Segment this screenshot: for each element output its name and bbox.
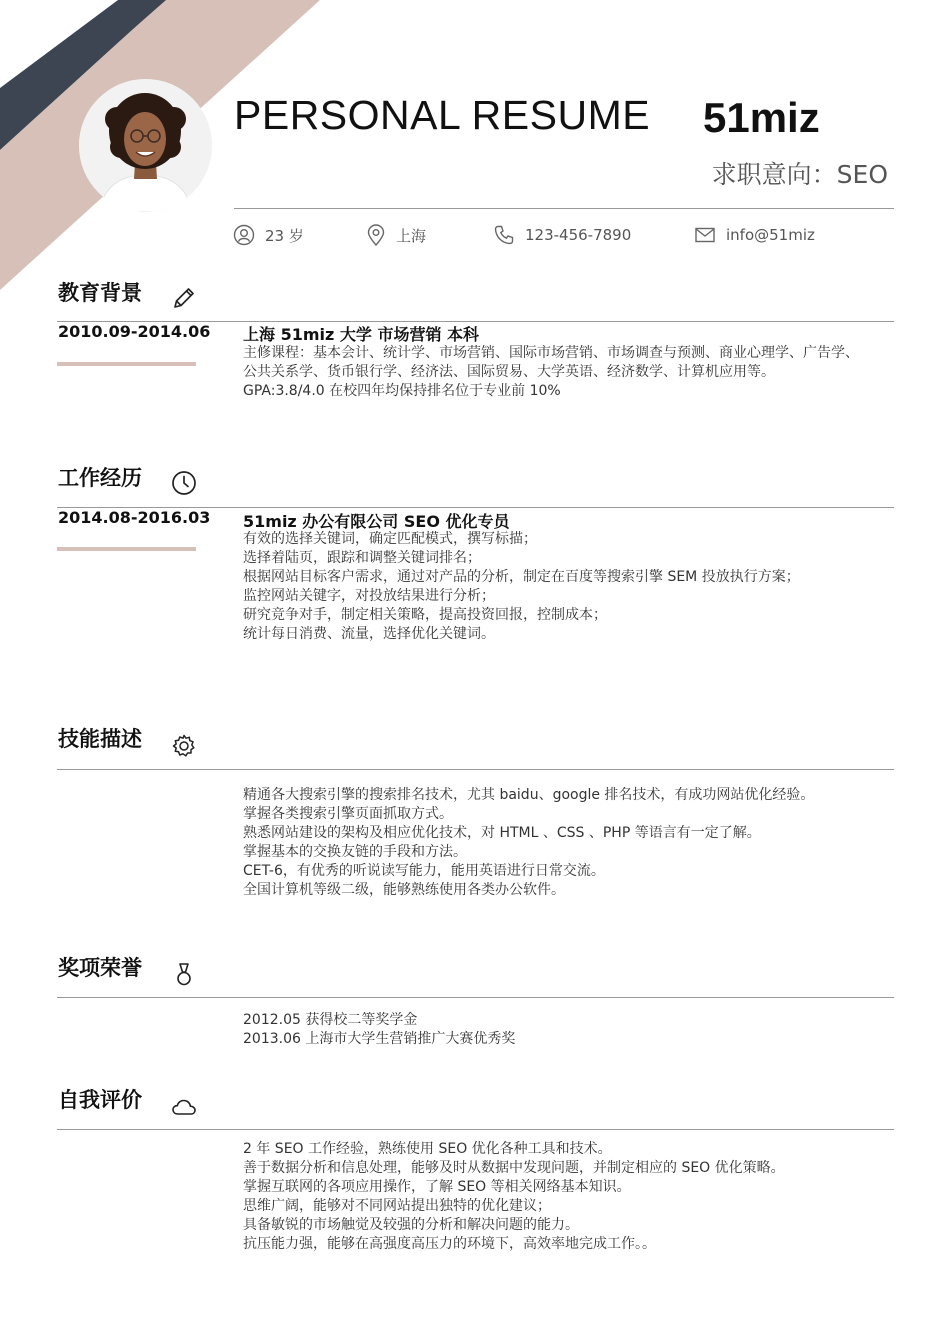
- section-title-awards: 奖项荣誉: [58, 956, 142, 980]
- medal-icon: [171, 961, 197, 987]
- section-divider: [57, 997, 894, 998]
- detail-line: 研究竞争对手，制定相关策略，提高投资回报，控制成本；: [243, 607, 607, 623]
- header-divider: [234, 208, 894, 209]
- detail-line: 2012.05 获得校二等奖学金: [243, 1012, 418, 1028]
- avatar: [79, 79, 212, 212]
- detail-line: 选择着陆页，跟踪和调整关键词排名；: [243, 550, 481, 566]
- work-date: 2014.08-2016.03: [58, 508, 211, 527]
- clock-icon: [171, 470, 197, 496]
- detail-line: 监控网站关键字，对投放结果进行分析；: [243, 588, 495, 604]
- city-text: 上海: [396, 226, 427, 245]
- detail-line: 具备敏锐的市场触觉及较强的分析和解决问题的能力。: [243, 1217, 579, 1233]
- job-intent: 求职意向：SEO: [711, 160, 888, 189]
- email-text: info@51miz: [726, 226, 815, 244]
- awards-details: [243, 1011, 893, 1049]
- education-details: [243, 344, 893, 401]
- brand-name: 51miz: [703, 94, 820, 141]
- detail-line: 精通各大搜索引擎的搜索排名技术，尤其 baidu、google 排名技术，有成功网站优化经验。: [243, 787, 815, 803]
- info-phone: [493, 223, 631, 247]
- gear-icon: [171, 733, 197, 759]
- skills-details: [243, 786, 893, 900]
- detail-line: 熟悉网站建设的架构及相应优化技术，对 HTML 、CSS 、PHP 等语言有一定了解。: [243, 825, 761, 841]
- section-title-skills: 技能描述: [58, 727, 142, 751]
- detail-line: 掌握各类搜索引擎页面抓取方式。: [243, 806, 453, 822]
- detail-line: 公共关系学、货币银行学、经济法、国际贸易、大学英语、经济数学、计算机应用等。: [243, 364, 775, 380]
- detail-line: CET-6，有优秀的听说读写能力，能用英语进行日常交流。: [243, 863, 605, 879]
- detail-line: 抗压能力强，能够在高强度高压力的环境下，高效率地完成工作。。: [243, 1236, 656, 1252]
- education-heading: 上海 51miz 大学 市场营销 本科: [243, 325, 480, 344]
- info-age: [233, 223, 304, 247]
- detail-line: 2 年 SEO 工作经验，熟练使用 SEO 优化各种工具和技术。: [243, 1141, 612, 1157]
- page-title: PERSONAL RESUME: [234, 92, 651, 138]
- age-text: 23 岁: [265, 226, 304, 245]
- info-email: [694, 223, 815, 247]
- detail-line: 思维广阔，能够对不同网站提出独特的优化建议；: [243, 1198, 551, 1214]
- avatar-portrait: [79, 79, 212, 212]
- user-icon: [233, 224, 255, 246]
- mail-icon: [694, 224, 716, 246]
- detail-line: 掌握互联网的各项应用操作，了解 SEO 等相关网络基本知识。: [243, 1179, 631, 1195]
- detail-line: 主修课程：基本会计、统计学、市场营销、国际市场营销、市场调查与预测、商业心理学、广告学、: [243, 345, 859, 361]
- phone-icon: [493, 224, 515, 246]
- detail-line: 统计每日消费、流量，选择优化关键词。: [243, 626, 495, 642]
- info-city: [366, 223, 426, 247]
- date-underline: [57, 547, 196, 551]
- detail-line: GPA:3.8/4.0 在校四年均保持排名位于专业前 10%: [243, 383, 561, 399]
- section-title-education: 教育背景: [58, 281, 142, 305]
- education-date: 2010.09-2014.06: [58, 322, 211, 341]
- section-divider: [57, 1129, 894, 1130]
- cloud-icon: [171, 1096, 197, 1118]
- section-divider: [57, 769, 894, 770]
- detail-line: 2013.06 上海市大学生营销推广大赛优秀奖: [243, 1031, 516, 1047]
- detail-line: 有效的选择关键词，确定匹配模式，撰写标描；: [243, 531, 537, 547]
- section-title-work: 工作经历: [58, 466, 142, 490]
- work-details: [243, 530, 893, 644]
- self-details: [243, 1140, 893, 1254]
- date-underline: [57, 362, 196, 366]
- work-heading: 51miz 办公有限公司 SEO 优化专员: [243, 512, 510, 531]
- detail-line: 根据网站目标客户需求，通过对产品的分析，制定在百度等搜索引擎 SEM 投放执行方案；: [243, 569, 800, 585]
- detail-line: 全国计算机等级二级，能够熟练使用各类办公软件。: [243, 882, 565, 898]
- location-pin-icon: [366, 224, 386, 246]
- detail-line: 掌握基本的交换友链的手段和方法。: [243, 844, 467, 860]
- detail-line: 善于数据分析和信息处理，能够及时从数据中发现问题，并制定相应的 SEO 优化策略。: [243, 1160, 785, 1176]
- section-title-self: 自我评价: [58, 1088, 142, 1112]
- phone-text: 123-456-7890: [525, 226, 632, 244]
- pencil-icon: [171, 285, 197, 311]
